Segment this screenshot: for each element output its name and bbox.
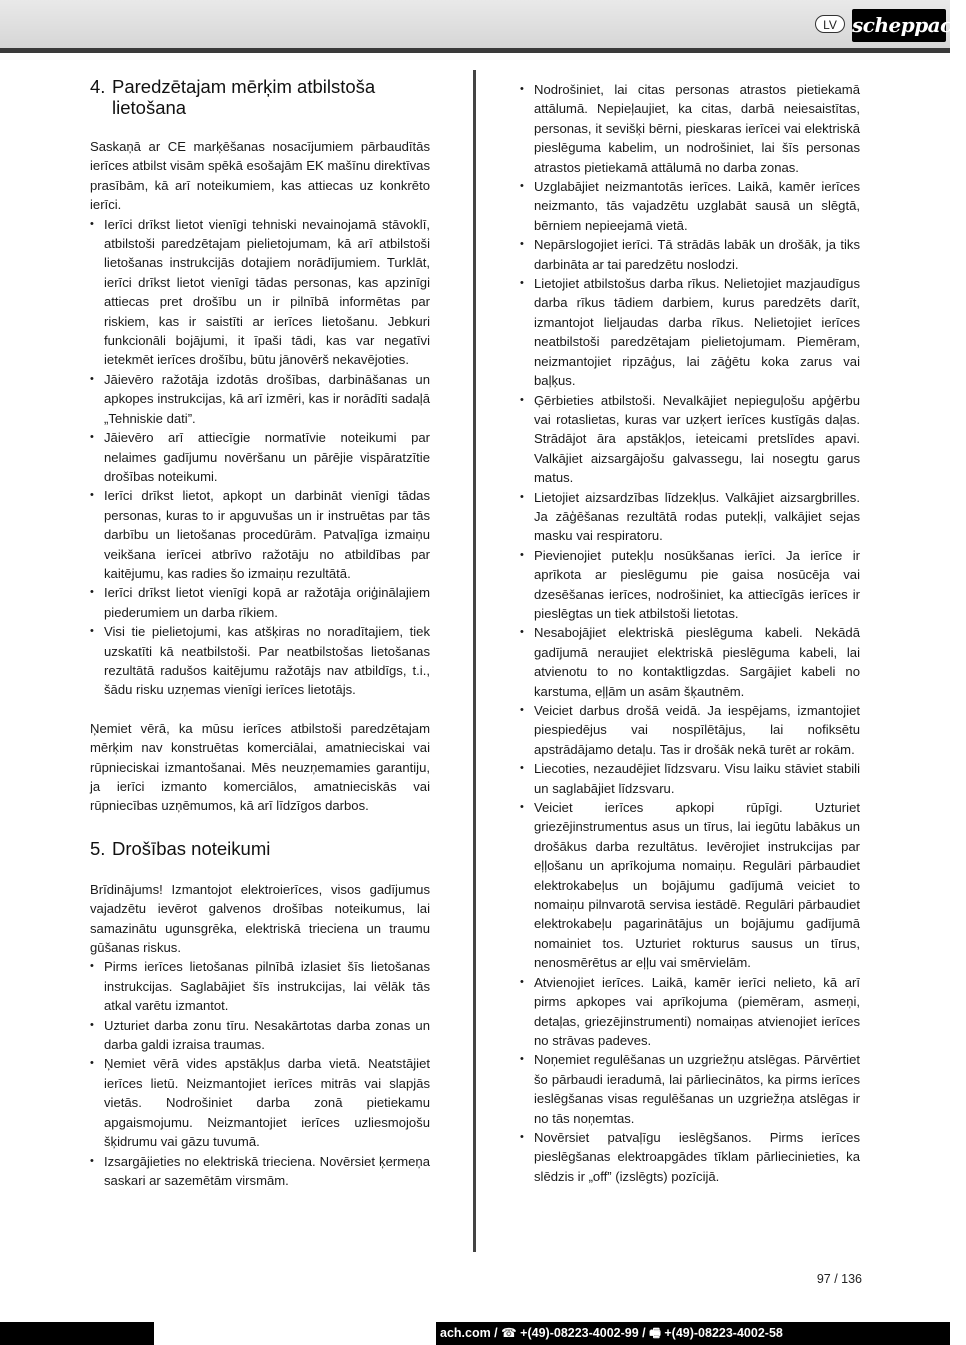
list-item: • Ierīci drīkst lietot vienīgi tehniski nevainojamā stāvoklī, atbilstoši paredzētajam pielietojumam, kā arī atbilstoši lietošanas instrukcijās dotajiem norādījumiem. Turklāt, ierīci drīkst lietot vienīgi tādas personas, kas apzinīgi attiecas pret drošību un ir pilnībā informētas par riskiem, kas ir saistīti ar ierīces lietošanu. Jebkuri funkcionāli bojājumi, it īpaši tādi, kas var negatīvi ietekmēt ierīces drošību, būtu jānovērš nekavējoties. (90, 215, 430, 370)
list-item: • Pirms ierīces lietošanas pilnībā izlasiet šīs lietošanas instrukcijas. Saglabājiet šīs instrukcijas, lai vēlāk tās atkal varētu izmantot. (90, 957, 430, 1015)
list-item: • Liecoties, nezaudējiet līdzsvaru. Visu laiku stāviet stabili un saglabājiet līdzsvaru. (520, 759, 860, 798)
list-item: • Ierīci drīkst lietot vienīgi kopā ar ražotāja oriģinālajiem piederumiem un darba rīkiem. (90, 583, 430, 622)
header-divider-line (0, 48, 950, 53)
list-item: • Veiciet darbus drošā veidā. Ja iespējams, izmantojiet piespiedējus vai nospīlētājus, lai nofiksētu apstrādājamo detaļu. Tas ir drošāk nekā turēt ar rokām. (520, 701, 860, 759)
footer-white-block (154, 1322, 436, 1345)
list-item: • Izsargājieties no elektriskā trieciena. Novērsiet ķermeņa saskari ar sazemētām virsmām. (90, 1152, 430, 1191)
header-bar (0, 0, 950, 48)
section-4-note: Ņemiet vērā, ka mūsu ierīces atbilstoši paredzētajam mērķim nav konstruētas komerciālai, amatnieciskai vai rūpnieciskai izmantošanai. Mēs neuzņemamies garantiju, ja ierīci izmanto komerciālos, amatnieciskās vai rūpniecības uzņēmumos, kā arī līdzīgos darbos. (90, 720, 430, 814)
list-item: • Veiciet ierīces apkopi rūpīgi. Uzturiet griezējinstrumentus asus un tīrus, lai iegūtu labākus un drošākus darba rezultātus. Ievērojiet instrukcijas par eļļošanu un aprīkojuma nomaiņu. Regulāri pārbaudiet elektrokabeļus un bojājumu gadījumā veiciet to nomaiņu pilnvarotā servisa iestādē. Regulāri pārbaudiet elektrokabeļu pagarinātājus un bojājumu gadījumā nomainiet tos. Uzturiet rokturus sausus un tīrus, nenosmērētus ar eļļu vai smērvielām. (520, 798, 860, 973)
list-item: • Ierīci drīkst lietot, apkopt un darbināt vienīgi tādas personas, kuras to ir apguvušas un ir instruētas par tās darbību un lietošanas procedūrām. Patvaļīga izmaiņu veikšana ierīcei atbrīvo ražotāju no atbildības par kaitējumu, kas radies šo izmaiņu rezultātā. (90, 486, 430, 583)
section-4-number: 4. (90, 76, 106, 97)
list-item: • Nepārslogojiet ierīci. Tā strādās labāk un drošāk, ja tiks darbināta ar tai paredzētu noslodzi. (520, 235, 860, 274)
section-4-heading (90, 76, 430, 118)
list-item: • Novērsiet patvaļīgu ieslēgšanos. Pirms ierīces pieslēgšanas elektroapgādes tīklam pārliecinieties, ka slēdzis ir „off” (izslēgts) pozīcijā. (520, 1128, 860, 1186)
right-bullet-list (520, 80, 860, 1186)
section-5-number: 5. (90, 837, 106, 859)
list-item: • Noņemiet regulēšanas un uzgriežņu atslēgas. Pārvērtiet šo pārbaudi ieradumā, lai pārliecinātos, ka pirms ierīces ieslēgšanas visas regulēšanas un uzgriežņa atslēgas ir no tās noņemtas. (520, 1050, 860, 1128)
section-5-heading (90, 838, 430, 859)
list-item: • Jāievēro arī attiecīgie normatīvie noteikumi par nelaimes gadījumu novēršanu un pārējie vispāratzītie drošības noteikumi. (90, 428, 430, 486)
list-item: • Lietojiet atbilstošus darba rīkus. Nelietojiet mazjaudīgus darba rīkus tādiem darbiem, kurus paredzēts darīt, izmantojot lieljaudas darba rīkus. Nelietojiet ierīces neatbilstoši paredzētajam pielietojumam. Piemēram, neizmantojiet ripzāģus, lai zāģētu koka zarus vai baļķus. (520, 274, 860, 390)
list-item: • Uzturiet darba zonu tīru. Nesakārtotas darba zonas un darba galdi izraisa traumas. (90, 1016, 430, 1055)
list-item: • Atvienojiet ierīces. Laikā, kamēr ierīci nelieto, kā arī pirms apkopes vai aprīkojuma (piemēram, asmeņi, detaļas, griezējinstrumenti) nomaiņas atvienojiet ierīces no strāvas padeves. (520, 973, 860, 1051)
brand-logo: scheppach (852, 9, 946, 42)
section-4-intro: Saskaņā ar CE marķēšanas nosacījumiem pārbaudītās ierīces atbilst visām spēkā esošajām EK mašīnu direktīvas prasībām, kā arī noteikumiem, kas attiecas uz konkrēto ierīci. (90, 139, 430, 213)
section-4-title-line2: lietošana (112, 97, 187, 118)
section-5-bullet-list (90, 957, 430, 1190)
section-4-title-line1: Paredzētajam mērķim atbilstoša (112, 76, 376, 97)
left-column (90, 76, 430, 1190)
column-divider (473, 70, 476, 1252)
list-item: • Nesabojājiet elektriskā pieslēguma kabeli. Nekādā gadījumā neraujiet elektriskā pieslēguma kabeli, lai atvienotu to no kontaktligzdas. Sargājiet kabeli no karstuma, eļļām un asām šķautnēm. (520, 623, 860, 701)
footer-contact-text: ach.com / ☎ +(49)-08223-4002-99 / 🖷 +(49)-08223-4002-58 (440, 1326, 783, 1340)
list-item: • Ģērbieties atbilstoši. Nevalkājiet nepieguļošu apģērbu vai rotaslietas, kuras var uzķert ierīces kustīgās daļas. Strādājot āra apstākļos, ieteicami pretslīdes apavi. Valkājiet aizsargājošu galvassegu, lai nosegtu garus matus. (520, 391, 860, 488)
section-4-bullet-list (90, 215, 430, 700)
section-5-intro: Brīdinājums! Izmantojot elektroierīces, visos gadījumus vajadzētu ievērot galvenos drošības noteikumus, lai samazinātu ugunsgrēka, elektriskā trieciena un traumu gūšanas riskus. (90, 881, 430, 956)
list-item: • Pievienojiet putekļu nosūkšanas ierīci. Ja ierīce ir aprīkota ar pieslēgumu pie gaisa nosūcēja vai dzesēšanas ierīces, nodrošiniet, ka attiecīgās ierīces ir pieslēgtas un tiek atbilstoši lietotas. (520, 546, 860, 624)
list-item: • Lietojiet aizsardzības līdzekļus. Valkājiet aizsargbrilles. Ja zāģēšanas rezultātā rodas putekļi, valkājiet sejas masku vai respiratoru. (520, 488, 860, 546)
section-5-title: Drošības noteikumi (112, 837, 271, 859)
page-number: 97 / 136 (816, 1272, 862, 1286)
list-item: • Jāievēro ražotāja izdotās drošības, darbināšanas un apkopes instrukcijas, kā arī izmēri, kas ir norādīti sadaļā „Tehniskie dati”. (90, 370, 430, 428)
list-item: • Nodrošiniet, lai citas personas atrastos pietiekamā attālumā. Nepieļaujiet, ka citas, darbā neiesaistītas, personas, it sevišķi bērni, pieskaras ierīcei vai elektriskā pieslēguma kabelim, un nodrošiniet, lai šīs personas atrastos pietiekamā attālumā no darba zonas. (520, 80, 860, 177)
list-item: • Visi tie pielietojumi, kas atšķiras no noradītajiem, tiek uzskatīti kā neatbilstoši. Par neatbilstošas lietošanas rezultātā radušos kaitējumu ražotājs nav atbildīgs, t.i., šādu risku uzņemas vienīgi ierīces lietotājs. (90, 622, 430, 700)
list-item: • Uzglabājiet neizmantotās ierīces. Laikā, kamēr ierīces neizmanto, tās vajadzētu uzglabāt sausā un slēgtā, bērniem nepieejamā vietā. (520, 177, 860, 235)
list-item: • Ņemiet vērā vides apstākļus darba vietā. Neatstājiet ierīces lietū. Neizmantojiet ierīces mitrās vai slapjās vietās. Nodrošiniet darba zonā pietiekamu apgaismojumu. Neizmantojiet ierīces uzliesmojošu šķidrumu vai gāzu tuvumā. (90, 1054, 430, 1151)
right-column (520, 80, 860, 1186)
language-badge: LV (815, 15, 845, 33)
